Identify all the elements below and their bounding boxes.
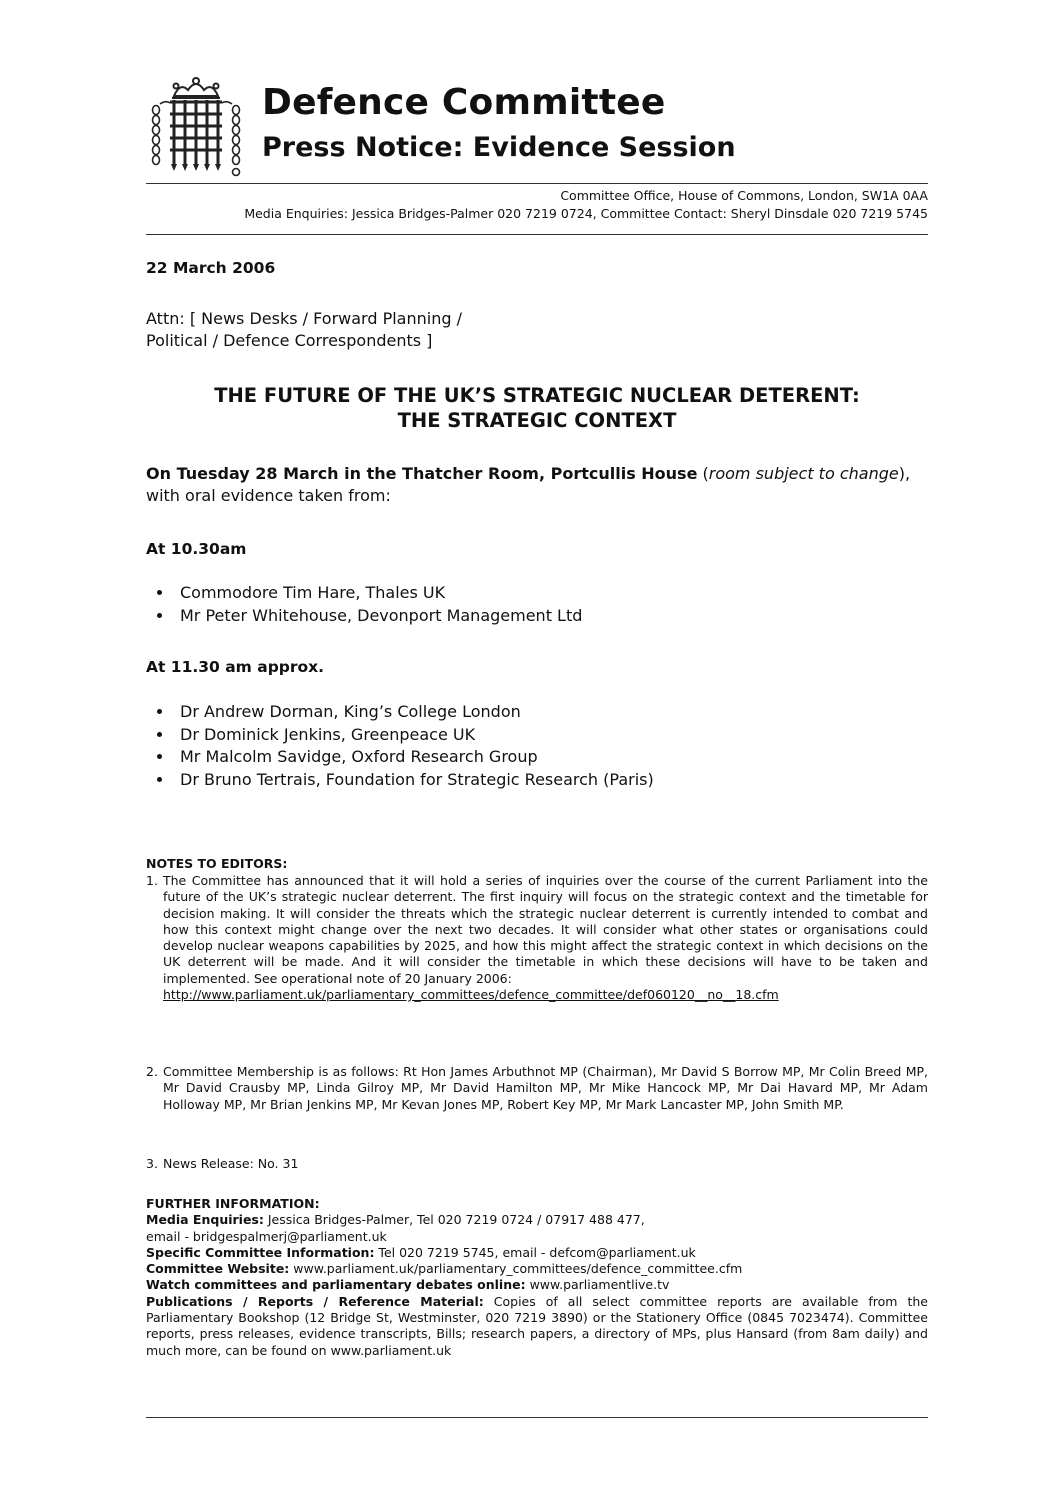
media-enquiries-label: Media Enquiries: — [146, 1212, 264, 1228]
watch-online-text: www.parliamentlive.tv — [525, 1277, 670, 1293]
header-rule-top — [146, 183, 928, 184]
note-number: 1. — [146, 873, 158, 888]
attention-line-2: Political / Defence Correspondents ] — [146, 331, 433, 350]
notes-heading: NOTES TO EDITORS: — [146, 856, 288, 871]
session-lead-rest: , with oral evidence taken from: — [146, 464, 911, 505]
note-text: News Release: No. 31 — [163, 1156, 299, 1171]
website-label: Committee Website: — [146, 1261, 290, 1277]
media-email: email - bridgespalmerj@parliament.uk — [146, 1228, 387, 1244]
venue-caveat: room subject to change — [708, 464, 899, 483]
note-text: Committee Membership is as follows: Rt Hon James Arbuthnot MP (Chairman), Mr David S Borrow MP, Mr Colin Breed MP, Mr David Crausby MP, Linda Gilroy MP, Mr David Hamilton MP, Mr Mike Hancock MP, Mr Dai Havard MP, Mr Adam Holloway MP, Mr Brian Jenkins MP, Mr Kevan Jones MP, Robert Key MP, Mr Mark Lancaster MP, John Smith MP. — [163, 1064, 928, 1112]
witness-item: • Dr Andrew Dorman, King’s College London — [174, 701, 654, 724]
further-heading: FURTHER INFORMATION: — [146, 1196, 320, 1211]
note-text: The Committee has announced that it will hold a series of inquiries over the course of the current Parliament into the future of the UK’s strategic nuclear deterrent. The first inquiry will focus on the strategic context and the timetable for decision making. It will consider the threats which the strategic nuclear deterrent is currently intended to combat and how this context might change over the next two decades. It will consider what other states or organisations could develop nuclear weapons capabilities by 2025, and how this might affect the strategic context in which decisions on the UK deterrent will be made. And it will consider the timetable in which these decisions will have to be taken and implemented. See operational note of 20 January 2006: — [163, 873, 928, 986]
inquiry-heading — [146, 383, 928, 433]
witness-item: • Dr Dominick Jenkins, Greenpeace UK — [174, 724, 654, 747]
witness-list — [148, 701, 654, 791]
media-contacts: Media Enquiries: Jessica Bridges-Palmer 020 7219 0724, Committee Contact: Sheryl Dinsdale 020 7219 5745 — [244, 206, 928, 221]
footer-rule — [146, 1417, 928, 1418]
notice-type: Press Notice: Evidence Session — [262, 132, 736, 163]
specific-info-text: Tel 020 7219 5745, email - defcom@parliament.uk — [374, 1244, 696, 1260]
attention-block — [146, 308, 462, 352]
note-number: 3. — [146, 1156, 158, 1171]
inquiry-heading-line-1: THE FUTURE OF THE UK’S STRATEGIC NUCLEAR DETERENT: — [214, 384, 860, 407]
inquiry-heading-line-2: THE STRATEGIC CONTEXT — [397, 409, 677, 432]
session-venue: On Tuesday 28 March in the Thatcher Room, Portcullis House — [146, 464, 698, 483]
attention-line-1: Attn: [ News Desks / Forward Planning / — [146, 309, 462, 328]
session-lead: On Tuesday 28 March in the Thatcher Room, Portcullis House (room subject to change), with oral evidence taken from: — [146, 464, 911, 505]
watch-online-label: Watch committees and parliamentary debates online: — [146, 1277, 526, 1293]
further-information — [146, 1196, 928, 1359]
notice-date: 22 March 2006 — [146, 259, 276, 277]
operational-note-link[interactable]: http://www.parliament.uk/parliamentary_committees/defence_committee/def060120__no__18.cfm — [163, 987, 779, 1003]
media-enquiries-text: Jessica Bridges-Palmer, Tel 020 7219 0724 / 07917 488 477, — [263, 1212, 645, 1228]
website-text: www.parliament.uk/parliamentary_committees/defence_committee.cfm — [289, 1261, 743, 1277]
witness-list — [148, 582, 582, 627]
note-item — [146, 1156, 928, 1172]
specific-info-label: Specific Committee Information: — [146, 1244, 375, 1260]
witness-item: • Mr Peter Whitehouse, Devonport Management Ltd — [174, 605, 582, 628]
publications-text: Copies of all select committee reports are available from the Parliamentary Bookshop (12 Bridge St, Westminster, 020 7219 3890) or the Stationery Office (0845 7023474). Committee reports, press releases, evidence transcripts, Bills; research papers, a directory of MPs, plus Hansard (from 8am daily) and much more, can be found on www.parliament.uk — [146, 1293, 928, 1358]
witness-item: • Commodore Tim Hare, Thales UK — [174, 582, 582, 605]
note-number: 2. — [146, 1064, 158, 1079]
header-rule-bottom — [146, 234, 928, 235]
publications-label: Publications / Reports / Reference Material: — [146, 1293, 484, 1309]
session-time: At 10.30am — [146, 540, 247, 558]
portcullis-logo — [146, 76, 246, 178]
witness-item: • Dr Bruno Tertrais, Foundation for Strategic Research (Paris) — [174, 769, 654, 792]
witness-item: • Mr Malcolm Savidge, Oxford Research Group — [174, 746, 654, 769]
committee-title: Defence Committee — [262, 82, 666, 123]
note-item — [146, 873, 928, 1003]
note-item — [146, 1064, 928, 1113]
session-time: At 11.30 am approx. — [146, 658, 325, 676]
office-address: Committee Office, House of Commons, London, SW1A 0AA — [560, 188, 928, 203]
